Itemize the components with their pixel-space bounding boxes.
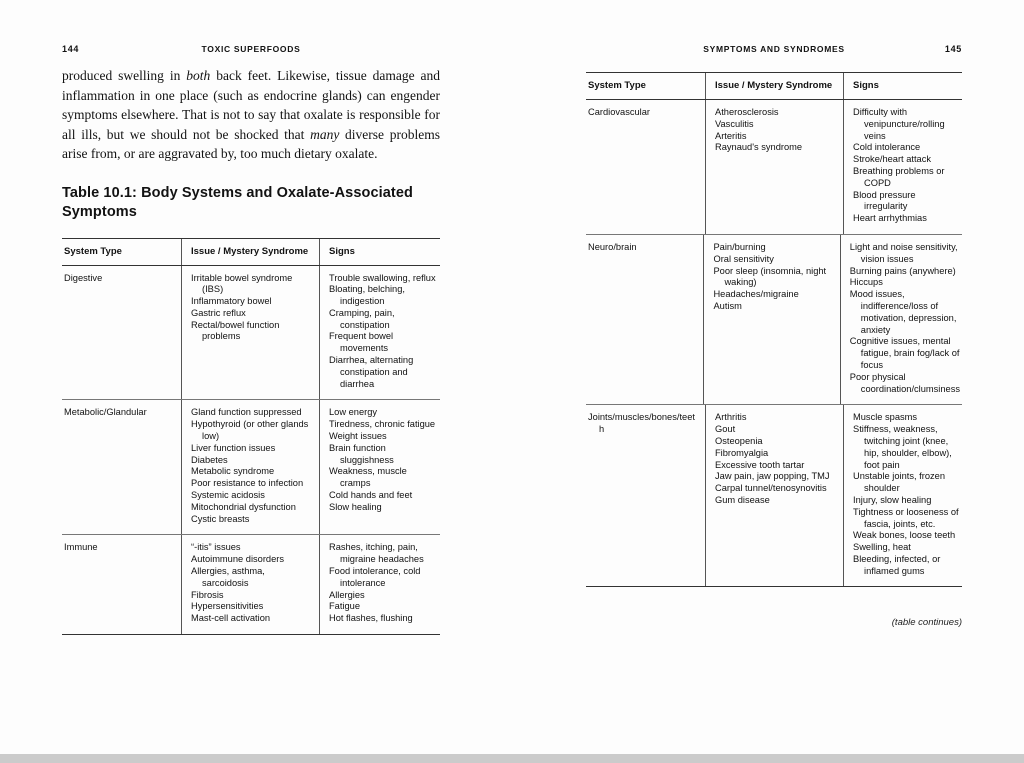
- cell-line: Low energy: [329, 407, 378, 418]
- left-page: [62, 0, 440, 635]
- text-segment: produced swelling in: [62, 68, 187, 83]
- cell-line: Rashes, itching, pain, migraine headaches: [329, 542, 424, 565]
- column-header: System Type: [62, 239, 182, 265]
- cell-line: Allergies: [329, 589, 365, 600]
- cell-line: Excessive tooth tartar: [715, 459, 805, 470]
- right-running-header: [586, 44, 962, 56]
- cell-line: Swelling, heat: [853, 542, 911, 553]
- cell-line: Slow healing: [329, 501, 382, 512]
- cell-line: Heart arrhythmias: [853, 213, 927, 224]
- cell-line: Injury, slow healing: [853, 494, 932, 505]
- cell-line: Autism: [713, 300, 742, 311]
- cell-line: Unstable joints, frozen shoulder: [853, 471, 945, 494]
- cell-line: Gout: [715, 424, 736, 435]
- cell-line: Weak bones, loose teeth: [853, 530, 956, 541]
- column-header: Issue / Mystery Syndrome: [706, 73, 844, 99]
- issue-syndrome-cell: [182, 400, 320, 534]
- running-header-title-left: TOXIC SUPERFOODS: [201, 44, 301, 54]
- cell-line: Cold intolerance: [853, 142, 921, 153]
- signs-cell: [320, 535, 440, 634]
- intro-paragraph: [62, 66, 440, 164]
- signs-cell: [320, 400, 440, 534]
- cell-line: Mood issues, indifference/loss of motivation, depression, anxiety: [849, 289, 957, 335]
- table-continues-note: (table continues): [891, 617, 962, 629]
- cell-line: Systemic acidosis: [191, 490, 265, 501]
- system-type-cell: [62, 535, 182, 634]
- cell-line: Allergies, asthma, sarcoidosis: [191, 566, 265, 588]
- cell-line: Poor sleep (insomnia, night waking): [713, 265, 827, 288]
- table-row: [62, 535, 440, 634]
- cell-line: Oral sensitivity: [713, 253, 774, 264]
- cell-line: Hiccups: [849, 277, 883, 288]
- table-body: [586, 100, 962, 586]
- table-header-row: [62, 239, 440, 266]
- issue-syndrome-cell: [182, 535, 320, 634]
- column-header: Issue / Mystery Syndrome: [182, 239, 320, 265]
- column-header: Signs: [329, 245, 355, 257]
- cell-line: Mitochondrial dysfunction: [191, 501, 296, 512]
- symptoms-table-right: [586, 72, 962, 587]
- cell-line: Hot flashes, flushing: [329, 613, 413, 624]
- cell-line: Hypothyroid (or other glands low): [191, 419, 309, 442]
- right-page: [586, 0, 962, 628]
- cell-line: Cardiovascular: [588, 107, 651, 117]
- cell-line: Brain function sluggishness: [329, 442, 394, 465]
- cell-line: Cystic breasts: [191, 513, 250, 524]
- cell-line: Light and noise sensitivity, vision issues: [849, 241, 958, 264]
- cell-line: Vasculitis: [715, 118, 754, 129]
- cell-line: Bloating, belching, indigestion: [329, 284, 405, 307]
- cell-line: “-itis” issues: [191, 542, 241, 553]
- issue-syndrome-cell: [706, 100, 844, 234]
- cell-line: Atherosclerosis: [715, 107, 779, 117]
- signs-cell: [320, 266, 440, 400]
- cell-line: Weight issues: [329, 431, 387, 442]
- page-number-right: 145: [944, 44, 962, 54]
- cell-line: Blood pressure irregularity: [853, 189, 916, 212]
- table-row: [586, 235, 962, 405]
- cell-line: Poor physical coordination/clumsiness: [849, 371, 961, 394]
- system-type-cell: [62, 266, 182, 400]
- cell-line: Breathing problems or COPD: [853, 165, 945, 188]
- cell-line: Neuro/brain: [588, 241, 637, 252]
- cell-line: Muscle spasms: [853, 412, 918, 423]
- text-segment: back feet. Likewise, tissue damage and inflammation in one place (such as endocrine glands) can engender symptoms elsewhere. That is not to say that oxalate is responsible for all ills, but we should not be shocked that: [62, 68, 441, 142]
- running-header-title-right: SYMPTOMS AND SYNDROMES: [703, 44, 845, 54]
- cell-line: Difficulty with venipuncture/rolling veins: [853, 107, 945, 141]
- text-segment: diverse problems arise from, or are aggravated by, too much dietary oxalate.: [62, 126, 440, 161]
- cell-line: Gland function suppressed: [191, 407, 302, 418]
- cell-line: Cognitive issues, mental fatigue, brain fog/lack of focus: [849, 336, 960, 370]
- cell-line: Inflammatory bowel: [191, 296, 272, 307]
- cell-line: Hypersensitivities: [191, 601, 264, 612]
- signs-cell: [844, 100, 962, 234]
- cell-line: Cramping, pain, constipation: [329, 307, 395, 330]
- cell-line: Irritable bowel syndrome (IBS): [191, 272, 293, 295]
- cell-line: Frequent bowel movements: [329, 331, 394, 354]
- cell-line: Headaches/migraine: [713, 289, 799, 300]
- system-type-cell: [586, 100, 706, 234]
- issue-syndrome-cell: [704, 235, 840, 404]
- cell-line: Carpal tunnel/tenosynovitis: [715, 483, 827, 494]
- left-running-header: [62, 44, 440, 56]
- cell-line: Burning pains (anywhere): [849, 265, 956, 276]
- cell-line: Arthritis: [715, 412, 747, 423]
- cell-line: Arteritis: [715, 130, 747, 141]
- system-type-cell: [62, 400, 182, 534]
- cell-line: Stroke/heart attack: [853, 154, 932, 165]
- cell-line: Fatigue: [329, 601, 361, 612]
- cell-line: Stiffness, weakness, twitching joint (knee, hip, shoulder, elbow), foot pain: [853, 424, 952, 470]
- cell-line: Fibromyalgia: [715, 447, 769, 458]
- cell-line: Joints/muscles/bones/teeth: [588, 412, 695, 435]
- cell-line: Jaw pain, jaw popping, TMJ: [715, 471, 830, 482]
- cell-line: Autoimmune disorders: [191, 554, 285, 565]
- cell-line: Digestive: [64, 272, 103, 283]
- cell-line: Raynaud's syndrome: [715, 142, 803, 153]
- italic-text-segment: many: [310, 126, 340, 142]
- cell-line: Mast-cell activation: [191, 613, 271, 624]
- table-title: Table 10.1: Body Systems and Oxalate-Associated Symptoms: [62, 184, 413, 220]
- column-header: System Type: [586, 73, 706, 99]
- page-bottom-edge: [0, 754, 1024, 763]
- table-row: [62, 400, 440, 535]
- cell-line: Diarrhea, alternating constipation and diarrhea: [329, 355, 414, 389]
- italic-text-segment: both: [186, 68, 211, 83]
- system-type-cell: [586, 235, 704, 404]
- cell-line: Poor resistance to infection: [191, 478, 304, 489]
- cell-line: Gastric reflux: [191, 307, 246, 318]
- cell-line: Gum disease: [715, 494, 770, 505]
- cell-line: Food intolerance, cold intolerance: [329, 566, 421, 588]
- cell-line: Tiredness, chronic fatigue: [329, 419, 436, 430]
- table-row: [62, 266, 440, 401]
- column-header: Signs: [853, 80, 879, 91]
- cell-line: Metabolic/Glandular: [64, 407, 147, 418]
- signs-cell: [844, 405, 962, 586]
- cell-line: Fibrosis: [191, 589, 224, 600]
- issue-syndrome-cell: [706, 405, 844, 586]
- cell-line: Liver function issues: [191, 442, 276, 453]
- page-number-left: 144: [62, 44, 80, 54]
- cell-line: Immune: [64, 542, 98, 553]
- cell-line: Osteopenia: [715, 435, 763, 446]
- table-row: [586, 405, 962, 586]
- cell-line: Rectal/bowel function problems: [191, 319, 280, 342]
- cell-line: Cold hands and feet: [329, 490, 413, 501]
- table-row: [586, 100, 962, 235]
- cell-line: Bleeding, infected, or inflamed gums: [853, 553, 941, 576]
- cell-line: Weakness, muscle cramps: [329, 466, 407, 489]
- signs-cell: [841, 235, 962, 404]
- table-body: [62, 266, 440, 635]
- symptoms-table-left: [62, 238, 440, 636]
- cell-line: Trouble swallowing, reflux: [329, 272, 436, 283]
- system-type-cell: [586, 405, 706, 586]
- cell-line: Pain/burning: [713, 241, 766, 252]
- table-header-row: [586, 73, 962, 100]
- cell-line: Tightness or looseness of fascia, joints, etc.: [853, 506, 959, 529]
- cell-line: Metabolic syndrome: [191, 466, 275, 477]
- cell-line: Diabetes: [191, 454, 228, 465]
- issue-syndrome-cell: [182, 266, 320, 400]
